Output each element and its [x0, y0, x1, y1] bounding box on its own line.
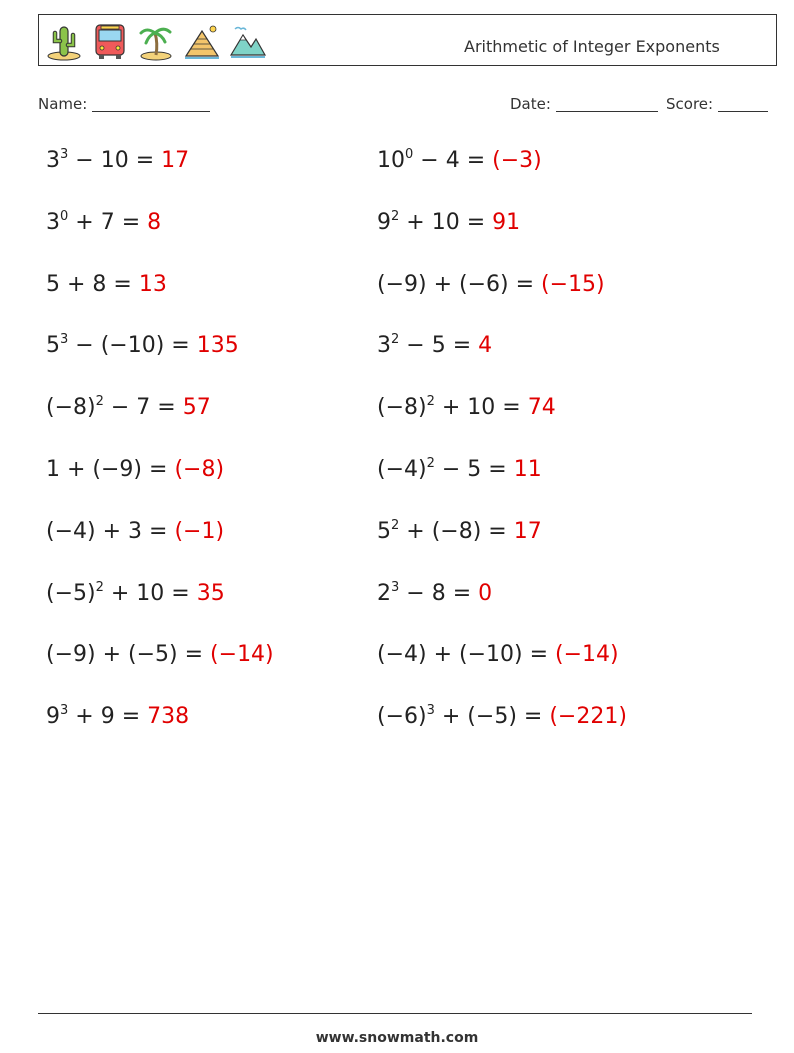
exponent: 2 — [391, 209, 400, 224]
problem-expression: (−4) + 3 = — [46, 519, 175, 544]
worksheet-header — [38, 14, 777, 66]
problem-expression: 10 — [377, 148, 405, 173]
problem-expression: 5 — [377, 519, 391, 544]
cactus-icon — [45, 21, 83, 61]
footer-site: www.snowmath.com — [315, 1030, 479, 1046]
exponent: 3 — [60, 703, 69, 718]
exponent: 3 — [60, 332, 69, 347]
answer: (−3) — [492, 148, 542, 173]
problem-operation: + 10 = — [434, 395, 528, 420]
problem-left-10 — [46, 703, 190, 729]
problem-operation: + (−8) = — [399, 519, 514, 544]
exponent: 3 — [391, 580, 400, 595]
problem-left-6 — [46, 459, 224, 481]
pyramid-icon — [183, 21, 221, 61]
answer: 17 — [161, 148, 190, 173]
palm-tree-icon — [137, 21, 175, 61]
worksheet-title: Arithmetic of Integer Exponents — [464, 37, 720, 56]
problem-left-8 — [46, 580, 225, 606]
exponent: 0 — [60, 209, 69, 224]
problem-left-7 — [46, 521, 224, 543]
exponent: 3 — [426, 703, 435, 718]
problem-expression: (−9) + (−6) = — [377, 272, 542, 297]
problem-operation: − (−10) = — [68, 333, 197, 358]
problem-expression: 3 — [377, 333, 391, 358]
exponent: 2 — [426, 394, 435, 409]
exponent: 2 — [391, 518, 400, 533]
problem-left-9 — [46, 644, 274, 666]
problem-left-1 — [46, 147, 190, 173]
exponent: 3 — [60, 147, 69, 162]
answer: (−15) — [541, 272, 605, 297]
name-label: Name: — [38, 95, 88, 113]
exponent: 0 — [405, 147, 414, 162]
answer: 57 — [182, 395, 211, 420]
problem-expression: 3 — [46, 210, 60, 235]
problem-expression: 5 — [46, 333, 60, 358]
problem-operation: + 7 = — [68, 210, 148, 235]
problem-operation: − 10 = — [68, 148, 162, 173]
footer-divider — [38, 1013, 752, 1014]
name-blank[interactable] — [92, 95, 210, 112]
answer: 17 — [513, 519, 542, 544]
problem-operation: + (−5) = — [434, 704, 550, 729]
problem-operation: − 5 = — [434, 457, 514, 482]
answer: 11 — [513, 457, 542, 482]
problem-left-2 — [46, 209, 162, 235]
header-icons — [45, 21, 267, 61]
problem-operation: + 9 = — [68, 704, 148, 729]
problem-left-3 — [46, 274, 167, 296]
name-field — [38, 95, 210, 113]
date-label: Date: — [510, 95, 551, 113]
problem-right-1 — [377, 147, 542, 173]
exponent: 2 — [426, 456, 435, 471]
answer: (−14) — [555, 642, 619, 667]
answer: 135 — [196, 333, 239, 358]
answer: 738 — [147, 704, 190, 729]
date-field — [510, 95, 658, 113]
problem-right-4 — [377, 332, 493, 358]
answer: 35 — [196, 581, 225, 606]
problem-right-2 — [377, 209, 521, 235]
problem-right-7 — [377, 518, 542, 544]
date-blank[interactable] — [556, 95, 658, 112]
answer: (−8) — [174, 457, 225, 482]
problem-expression: 3 — [46, 148, 60, 173]
score-label: Score: — [666, 95, 714, 113]
problem-left-5 — [46, 394, 211, 420]
problem-right-9 — [377, 644, 619, 666]
problem-right-5 — [377, 394, 556, 420]
problem-expression: (−8) — [377, 395, 427, 420]
answer: (−1) — [174, 519, 225, 544]
bus-icon — [91, 21, 129, 61]
answer: 0 — [478, 581, 493, 606]
problem-right-8 — [377, 580, 493, 606]
score-blank[interactable] — [718, 95, 768, 112]
mountain-icon — [229, 21, 267, 61]
problem-expression: 1 + (−9) = — [46, 457, 175, 482]
exponent: 2 — [95, 394, 104, 409]
problem-expression: (−8) — [46, 395, 96, 420]
problem-expression: (−4) — [377, 457, 427, 482]
exponent: 2 — [95, 580, 104, 595]
problem-expression: (−4) + (−10) = — [377, 642, 556, 667]
problem-operation: − 7 = — [103, 395, 183, 420]
exponent: 2 — [391, 332, 400, 347]
problem-left-4 — [46, 332, 239, 358]
problem-right-6 — [377, 456, 542, 482]
problem-operation: + 10 = — [399, 210, 493, 235]
problem-expression: (−9) + (−5) = — [46, 642, 211, 667]
score-field — [666, 95, 768, 113]
problem-operation: − 4 = — [413, 148, 493, 173]
answer: (−221) — [549, 704, 627, 729]
problem-expression: 5 + 8 = — [46, 272, 139, 297]
problem-expression: 2 — [377, 581, 391, 606]
problem-expression: (−5) — [46, 581, 96, 606]
answer: 13 — [138, 272, 167, 297]
problem-operation: − 5 = — [399, 333, 479, 358]
problem-expression: 9 — [377, 210, 391, 235]
problem-operation: − 8 = — [399, 581, 479, 606]
answer: 4 — [478, 333, 493, 358]
problem-expression: 9 — [46, 704, 60, 729]
problem-right-3 — [377, 274, 605, 296]
problem-right-10 — [377, 703, 627, 729]
problem-expression: (−6) — [377, 704, 427, 729]
problem-operation: + 10 = — [103, 581, 197, 606]
answer: 74 — [527, 395, 556, 420]
answer: 91 — [492, 210, 521, 235]
answer: 8 — [147, 210, 162, 235]
answer: (−14) — [210, 642, 274, 667]
